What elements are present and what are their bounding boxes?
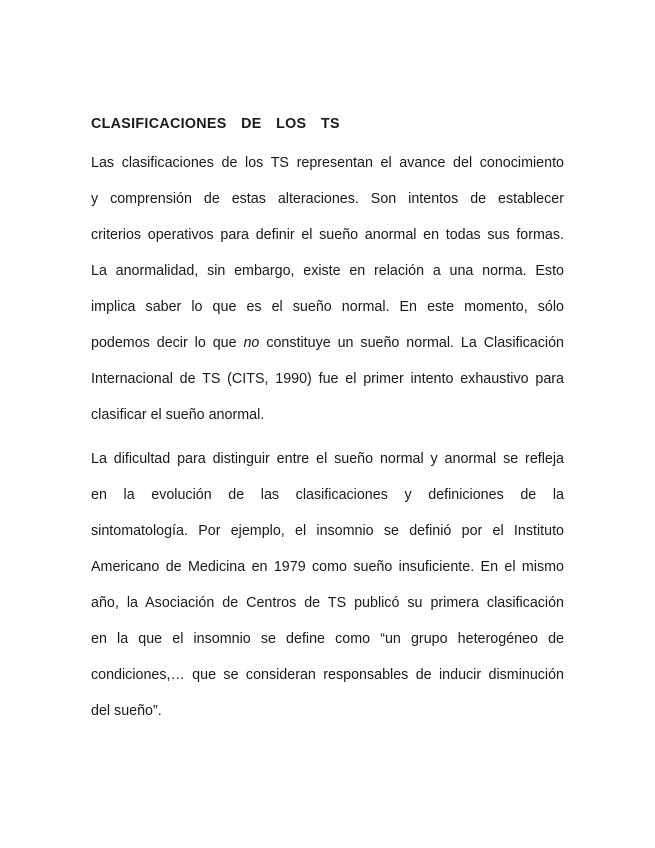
emphasis-no: no (243, 335, 260, 351)
paragraph-2-line: año, la Asociación de Centros de TS publicó su primera clasificación (91, 595, 564, 611)
line-text-after: constituye un sueño normal. La Clasificación (259, 335, 564, 351)
section-title: CLASIFICACIONES DE LOS TS (91, 116, 340, 132)
paragraph-1-line: Las clasificaciones de los TS representan el avance del conocimiento (91, 155, 564, 171)
paragraph-1-line (91, 334, 564, 352)
paragraph-1-line: implica saber lo que es el sueño normal. En este momento, sólo (91, 299, 564, 315)
paragraph-2-line: La dificultad para distinguir entre el sueño normal y anormal se refleja (91, 451, 564, 467)
paragraph-2-line: en la que el insomnio se define como “un grupo heterogéneo de (91, 631, 564, 647)
paragraph-2-line: en la evolución de las clasificaciones y definiciones de la (91, 487, 564, 503)
paragraph-1-line: La anormalidad, sin embargo, existe en relación a una norma. Esto (91, 263, 564, 279)
paragraph-2-line: condiciones,… que se consideran responsables de inducir disminución (91, 667, 564, 683)
paragraph-1-line: clasificar el sueño anormal. (91, 407, 265, 423)
paragraph-1-line: Internacional de TS (CITS, 1990) fue el primer intento exhaustivo para (91, 371, 564, 387)
paragraph-1-line: y comprensión de estas alteraciones. Son intentos de establecer (91, 191, 564, 207)
paragraph-1-line: criterios operativos para definir el sueño anormal en todas sus formas. (91, 227, 564, 243)
line-text-before: podemos decir lo que (91, 335, 244, 351)
paragraph-2-line: del sueño”. (91, 703, 162, 719)
paragraph-2-line: sintomatología. Por ejemplo, el insomnio se definió por el Instituto (91, 523, 564, 539)
paragraph-2-line: Americano de Medicina en 1979 como sueño insuficiente. En el mismo (91, 559, 564, 575)
